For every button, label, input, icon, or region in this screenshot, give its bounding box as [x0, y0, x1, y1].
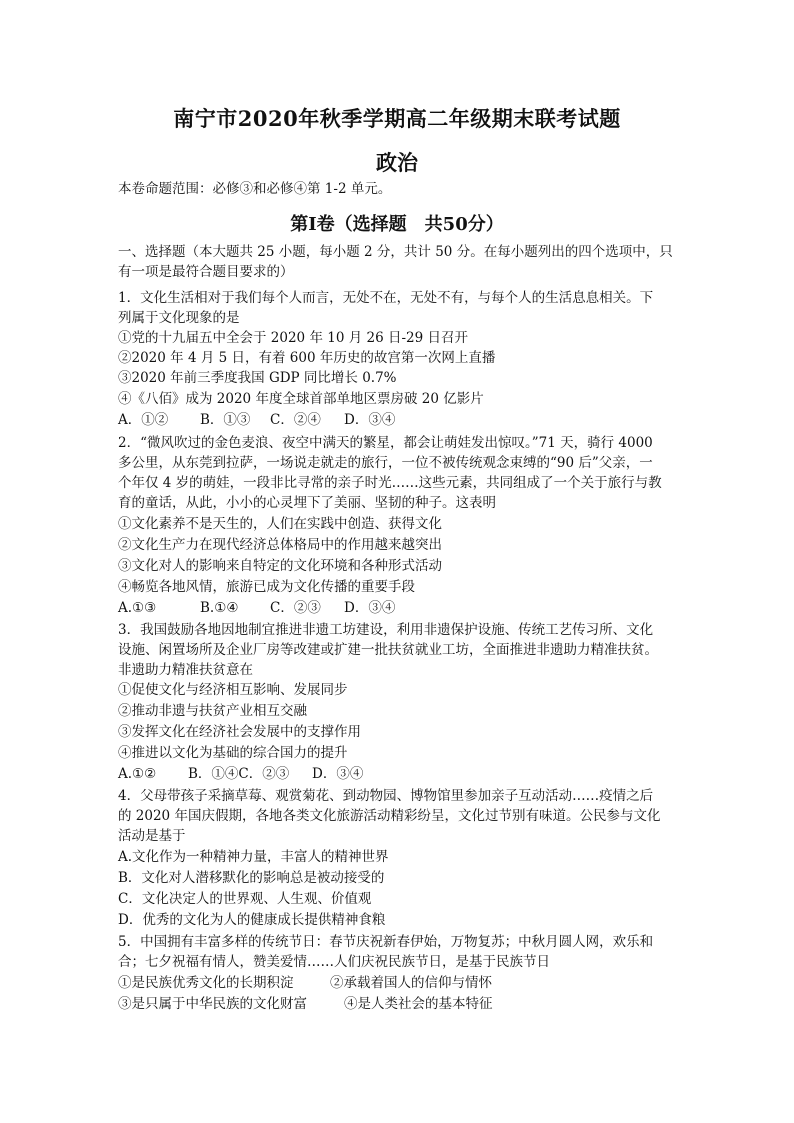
- option-a: A.①③: [118, 600, 157, 616]
- question-2-stem: 个年仅 4 岁的萌娃，一段非比寻常的亲子时光……这些元素，共同组成了一个关于旅行与教: [118, 475, 662, 491]
- question-4-stem: 的 2020 年国庆假期，各地各类文化旅游活动精彩纷呈，文化过节别有味道。公民参与文化: [118, 808, 661, 824]
- exam-subject: 政治: [376, 150, 418, 175]
- question-2-stem: 多公里，从东莞到拉萨，一场说走就走的旅行，一位不被传统观念束缚的“90 后”父亲，一: [118, 455, 653, 471]
- question-3-stem: 3．我国鼓励各地因地制宜推进非遗工坊建设，利用非遗保护设施、传统工艺传习所、文化: [118, 622, 654, 638]
- option-a: A．①②: [118, 412, 169, 428]
- question-4-option: C．文化决定人的世界观、人生观、价值观: [118, 891, 372, 907]
- question-2-item: ①文化素养不是天生的，人们在实践中创造、获得文化: [118, 516, 442, 532]
- question-3-stem: 非遗助力精准扶贫意在: [118, 662, 253, 678]
- question-2-options: [118, 598, 395, 618]
- question-5-stem: 合；七夕祝福有情人，赞美爱情……人们庆祝民族节日，是基于民族节日: [118, 954, 550, 970]
- option-b: B.①④: [200, 600, 239, 616]
- question-3-item: ①促使文化与经济相互影响、发展同步: [118, 682, 348, 698]
- question-3-item: ②推动非遗与扶贫产业相互交融: [118, 703, 307, 719]
- question-5-items-row: [118, 994, 493, 1014]
- question-2-item: ②文化生产力在现代经济总体格局中的作用越来越突出: [118, 537, 442, 553]
- question-1-stem: 1．文化生活相对于我们每个人而言，无处不在，无处不有，与每个人的生活息息相关。下: [118, 290, 654, 306]
- question-3-stem: 设施、闲置场所及企业厂房等改建或扩建一批扶贫就业工坊，全面推进非遗助力精准扶贫。: [118, 642, 658, 658]
- exam-scope: 本卷命题范围：必修③和必修④第 1-2 单元。: [118, 181, 392, 197]
- question-3-options: [118, 764, 363, 784]
- option-b-c: B．①④C．②③: [188, 766, 290, 782]
- option-a: A.①②: [118, 766, 157, 782]
- section-title: 第Ⅰ卷（选择题 共50分）: [290, 214, 504, 235]
- option-d: D．③④: [344, 412, 396, 428]
- instructions-line: 有一项是最符合题目要求的）: [118, 264, 294, 280]
- question-4-stem: 4．父母带孩子采摘草莓、观赏菊花、到动物园、博物馆里参加亲子互动活动……疫情之后: [118, 788, 654, 804]
- option-c: C．②④: [270, 412, 321, 428]
- question-2-item: ④畅览各地风情，旅游已成为文化传播的重要手段: [118, 579, 415, 595]
- question-2-stem: 育的童话，从此，小小的心灵埋下了美丽、坚韧的种子。这表明: [118, 495, 496, 511]
- question-5-items-row: [118, 973, 492, 993]
- question-4-option: B．文化对人潜移默化的影响总是被动接受的: [118, 870, 385, 886]
- question-5-stem: 5．中国拥有丰富多样的传统节日：春节庆祝新春伊始，万物复苏；中秋月圆人网，欢乐和: [118, 934, 654, 950]
- exam-title: 南宁市2020年秋季学期高二年级期末联考试题: [173, 106, 621, 131]
- instructions-line: 一、选择题（本大题共 25 小题，每小题 2 分，共计 50 分。在每小题列出的四个选项中，只: [118, 244, 673, 260]
- option-c: C．②③: [270, 600, 321, 616]
- question-2-stem: 2．“微风吹过的金色麦浪、夜空中满天的繁星，都会让萌娃发出惊叹。”71 天，骑行 4000: [118, 435, 653, 451]
- question-1-item: ①党的十九届五中全会于 2020 年 10 月 26 日-29 日召开: [118, 330, 468, 346]
- question-1-item: ③2020 年前三季度我国 GDP 同比增长 0.7%: [118, 370, 397, 386]
- question-4-stem: 活动是基于: [118, 828, 186, 844]
- question-3-item: ④推进以文化为基础的综合国力的提升: [118, 745, 348, 761]
- question-5-item: ③是只属于中华民族的文化财富: [118, 996, 307, 1012]
- question-1-item: ④《八佰》成为 2020 年度全球首部单地区票房破 20 亿影片: [118, 391, 484, 407]
- option-b: B．①③: [200, 412, 251, 428]
- question-2-item: ③文化对人的影响来自特定的文化环境和各种形式活动: [118, 558, 442, 574]
- question-5-item: ②承载着国人的信仰与情怀: [330, 975, 492, 991]
- question-4-option: A.文化作为一种精神力量，丰富人的精神世界: [118, 849, 389, 865]
- question-1-stem: 列属于文化现象的是: [118, 310, 240, 326]
- question-3-item: ③发挥文化在经济社会发展中的支撑作用: [118, 724, 361, 740]
- option-d: D．③④: [312, 766, 364, 782]
- question-4-option: D．优秀的文化为人的健康成长提供精神食粮: [118, 912, 386, 928]
- question-5-item: ④是人类社会的基本特征: [344, 996, 493, 1012]
- question-5-item: ①是民族优秀文化的长期积淀: [118, 975, 294, 991]
- option-d: D．③④: [344, 600, 396, 616]
- question-1-options: [118, 410, 395, 430]
- question-1-item: ②2020 年 4 月 5 日，有着 600 年历史的故宫第一次网上直播: [118, 350, 496, 366]
